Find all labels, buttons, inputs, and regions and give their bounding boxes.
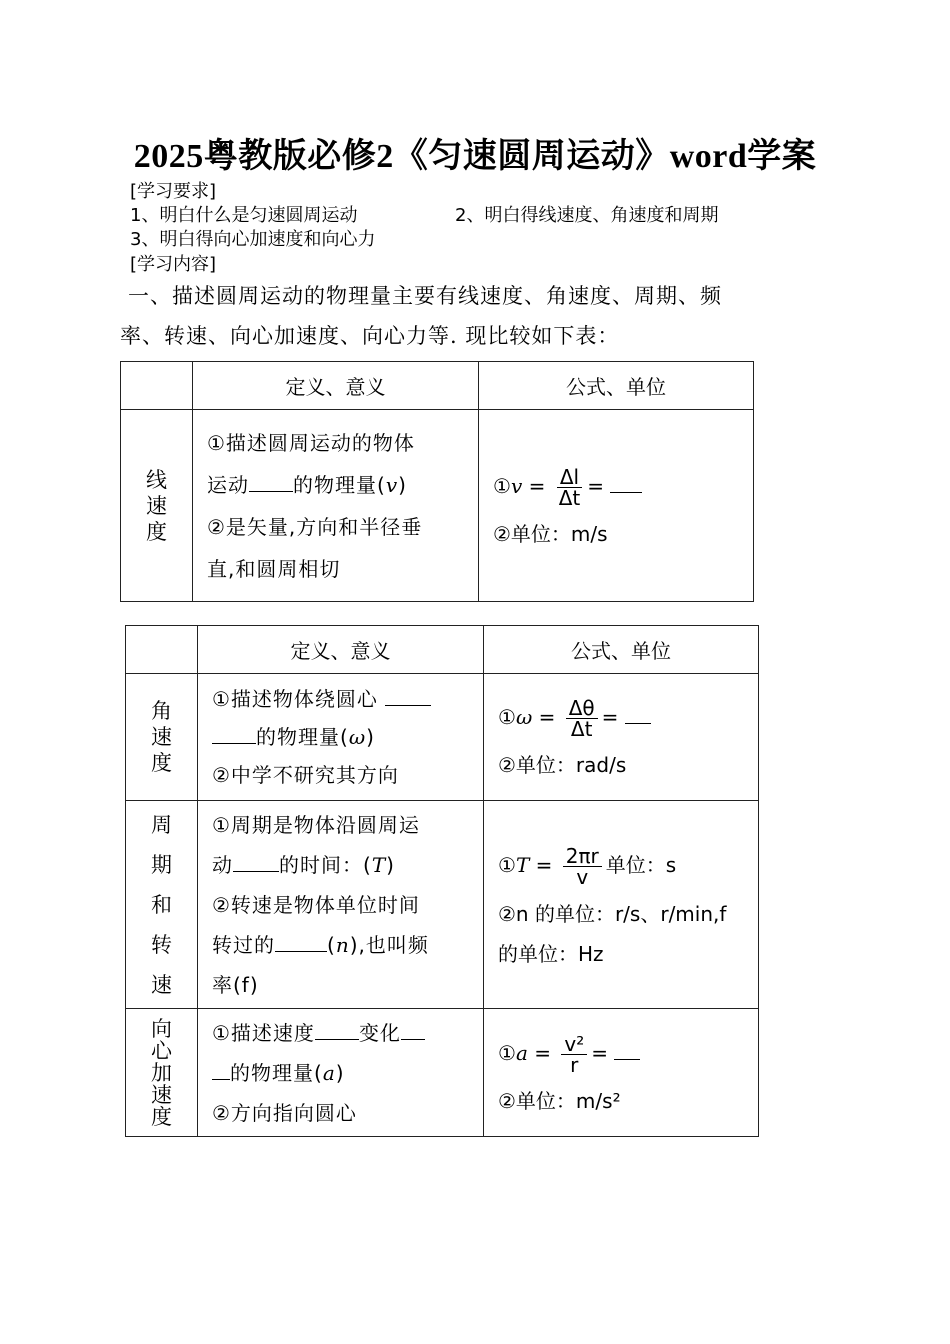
def-line: 的物理量(a) <box>212 1053 483 1093</box>
angular-velocity-formula <box>484 674 759 801</box>
linear-velocity-formula <box>479 410 754 602</box>
unit-line: 的单位：Hz <box>498 941 604 966</box>
def-line: ①描述物体绕圆心 <box>212 680 483 718</box>
fill-blank <box>315 1017 359 1040</box>
row-label-period-and-speed: 周 期 和 转 速 <box>126 801 198 1009</box>
header-formula: 公式、单位 <box>484 626 759 674</box>
def-line: 的物理量(ω) <box>212 718 483 756</box>
fraction: $\frac{2\pi r}{v}$ <box>563 846 602 887</box>
fraction: $\frac{\Delta\theta}{\Delta t}$ <box>566 698 598 739</box>
header-empty-cell <box>121 362 193 410</box>
fraction: $\frac{\text{v²}}{r}$ <box>561 1034 587 1075</box>
linear-velocity-table <box>120 361 754 602</box>
def-line: ②是矢量,方向和半径垂 <box>207 514 423 539</box>
def-line: ②转速是物体单位时间 <box>212 892 420 917</box>
row-label-angular-velocity: 角 速 度 <box>126 674 198 801</box>
row-label-centripetal-acceleration: 向 心 加 速 度 <box>126 1009 198 1137</box>
fill-blank <box>610 470 642 493</box>
unit-line: ②单位：m/s² <box>498 1088 621 1113</box>
period-formula <box>484 801 759 1009</box>
fill-blank <box>401 1017 425 1040</box>
fill-blank <box>385 683 431 706</box>
fill-blank <box>212 1057 230 1080</box>
requirement-1: 1、明白什么是匀速圆周运动 <box>130 205 358 226</box>
def-line: 动 的时间：(T) <box>212 845 483 885</box>
intro-paragraph-line-2: 率、转速、向心加速度、向心力等. 现比较如下表： <box>120 324 620 348</box>
formula-line: ①a = $\frac{\text{v²}}{r}$ = <box>498 1025 758 1081</box>
row-label-linear-velocity: 线 速 度 <box>121 410 193 602</box>
header-formula: 公式、单位 <box>479 362 754 410</box>
formula-line: ①T = $\frac{2\pi r}{v}$ 单位：s <box>498 843 677 889</box>
fill-blank <box>625 701 651 724</box>
unit-line: ②n 的单位：r/s、r/min,f <box>498 901 727 926</box>
def-line: ②方向指向圆心 <box>212 1100 357 1125</box>
document-title: 2025粤教版必修2《匀速圆周运动》word学案 <box>133 138 817 175</box>
requirements-heading: [学习要求] <box>130 181 217 202</box>
formula-line: ①ω = $\frac{\Delta\theta}{\Delta t}$ = <box>498 689 758 745</box>
def-line: 直,和圆周相切 <box>207 556 341 581</box>
requirement-2: 2、明白得线速度、角速度和周期 <box>455 205 719 226</box>
def-line: ①周期是物体沿圆周运 <box>212 812 420 837</box>
period-definition <box>198 801 484 1009</box>
def-line: 率(f) <box>212 972 259 997</box>
fill-blank <box>233 849 279 872</box>
fill-blank <box>614 1037 640 1060</box>
def-line: 运动 的物理量(v) <box>207 464 478 506</box>
intro-paragraph-line-1: 一、描述圆周运动的物理量主要有线速度、角速度、周期、频 <box>128 284 722 308</box>
fill-blank <box>212 721 256 744</box>
def-line: ②中学不研究其方向 <box>212 763 399 787</box>
content-heading: [学习内容] <box>130 254 217 275</box>
fill-blank <box>249 469 293 492</box>
physics-quantities-table <box>125 625 759 1137</box>
def-line: 转过的 (n),也叫频 <box>212 925 483 965</box>
unit-line: ②单位：m/s <box>493 521 608 546</box>
def-line: ①描述圆周运动的物体 <box>207 430 415 455</box>
header-empty-cell <box>126 626 198 674</box>
requirement-3: 3、明白得向心加速度和向心力 <box>130 229 376 250</box>
angular-velocity-definition <box>198 674 484 801</box>
centripetal-formula <box>484 1009 759 1137</box>
header-definition: 定义、意义 <box>193 362 479 410</box>
fraction: $\frac{\Delta l}{\Delta t}$ <box>558 464 581 510</box>
fill-blank <box>275 929 327 952</box>
linear-velocity-definition <box>193 410 479 602</box>
unit-line: ②单位：rad/s <box>498 753 627 777</box>
header-definition: 定义、意义 <box>198 626 484 674</box>
centripetal-definition <box>198 1009 484 1137</box>
def-line: ①描述速度 变化 <box>212 1013 483 1053</box>
formula-line: ①v = $\frac{\Delta l}{\Delta t}$ = <box>493 458 753 514</box>
